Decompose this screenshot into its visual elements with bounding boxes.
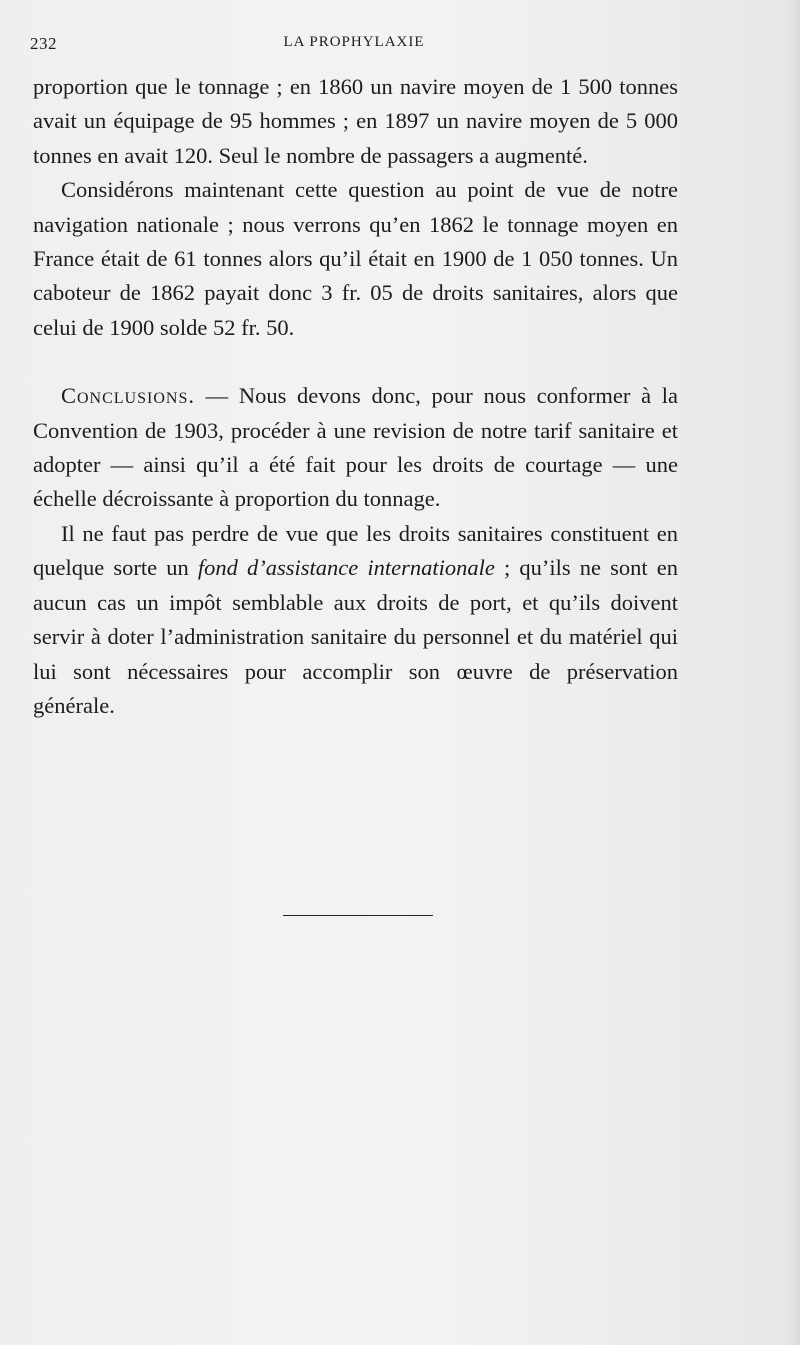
paragraph-droits-sanitaires [33, 517, 678, 723]
page-edge-shadow [786, 0, 800, 1345]
running-title: LA PROPHYLAXIE [283, 34, 425, 50]
end-rule-divider [283, 915, 433, 916]
paragraph-navigation-nationale: Considérons maintenant cette question au point de vue de notre navigation nationale ; nous verrons qu’en 1862 le tonnage moyen en France était de 61 tonnes alors qu’il était en 1900 de 1 050 tonnes. Un caboteur de 1862 payait donc 3 fr. 05 de droits sanitaires, alors que celui de 1900 solde 52 fr. 50. [33, 177, 678, 340]
paragraph-tonnage-continuation: proportion que le tonnage ; en 1860 un navire moyen de 1 500 tonnes avait un équipage de 95 hommes ; en 1897 un navire moyen de 5 000 tonnes en avait 120. Seul le nombre de passagers a augmenté. [33, 74, 678, 168]
paragraph-conclusions [33, 379, 678, 517]
conclusions-heading: Conclusions. [61, 383, 195, 409]
running-head [30, 30, 678, 56]
body-text [33, 70, 678, 723]
paragraph-spacer [33, 345, 678, 379]
page-number: 232 [30, 34, 57, 53]
droits-italic-phrase: fond d’assistance internationale [197, 555, 495, 581]
droits-text-after: ; qu’ils ne sont en aucun cas un impôt semblable aux droits de port, et qu’ils doivent servir à doter l’administration sanitaire du personnel et du matériel qui lui sont nécessaires pour accomplir son œuvre de préservation générale. [33, 555, 678, 718]
conclusions-text: — Nous devons donc, pour nous conformer à la Convention de 1903, procéder à une revision de notre tarif sanitaire et adopter — ainsi qu’il a été fait pour les droits de courtage — une échelle décroissante à proportion du tonnage. [33, 383, 678, 512]
droits-text-before: Il ne faut pas perdre de vue que les droits sanitaires constituent en quelque sorte un [33, 520, 678, 581]
